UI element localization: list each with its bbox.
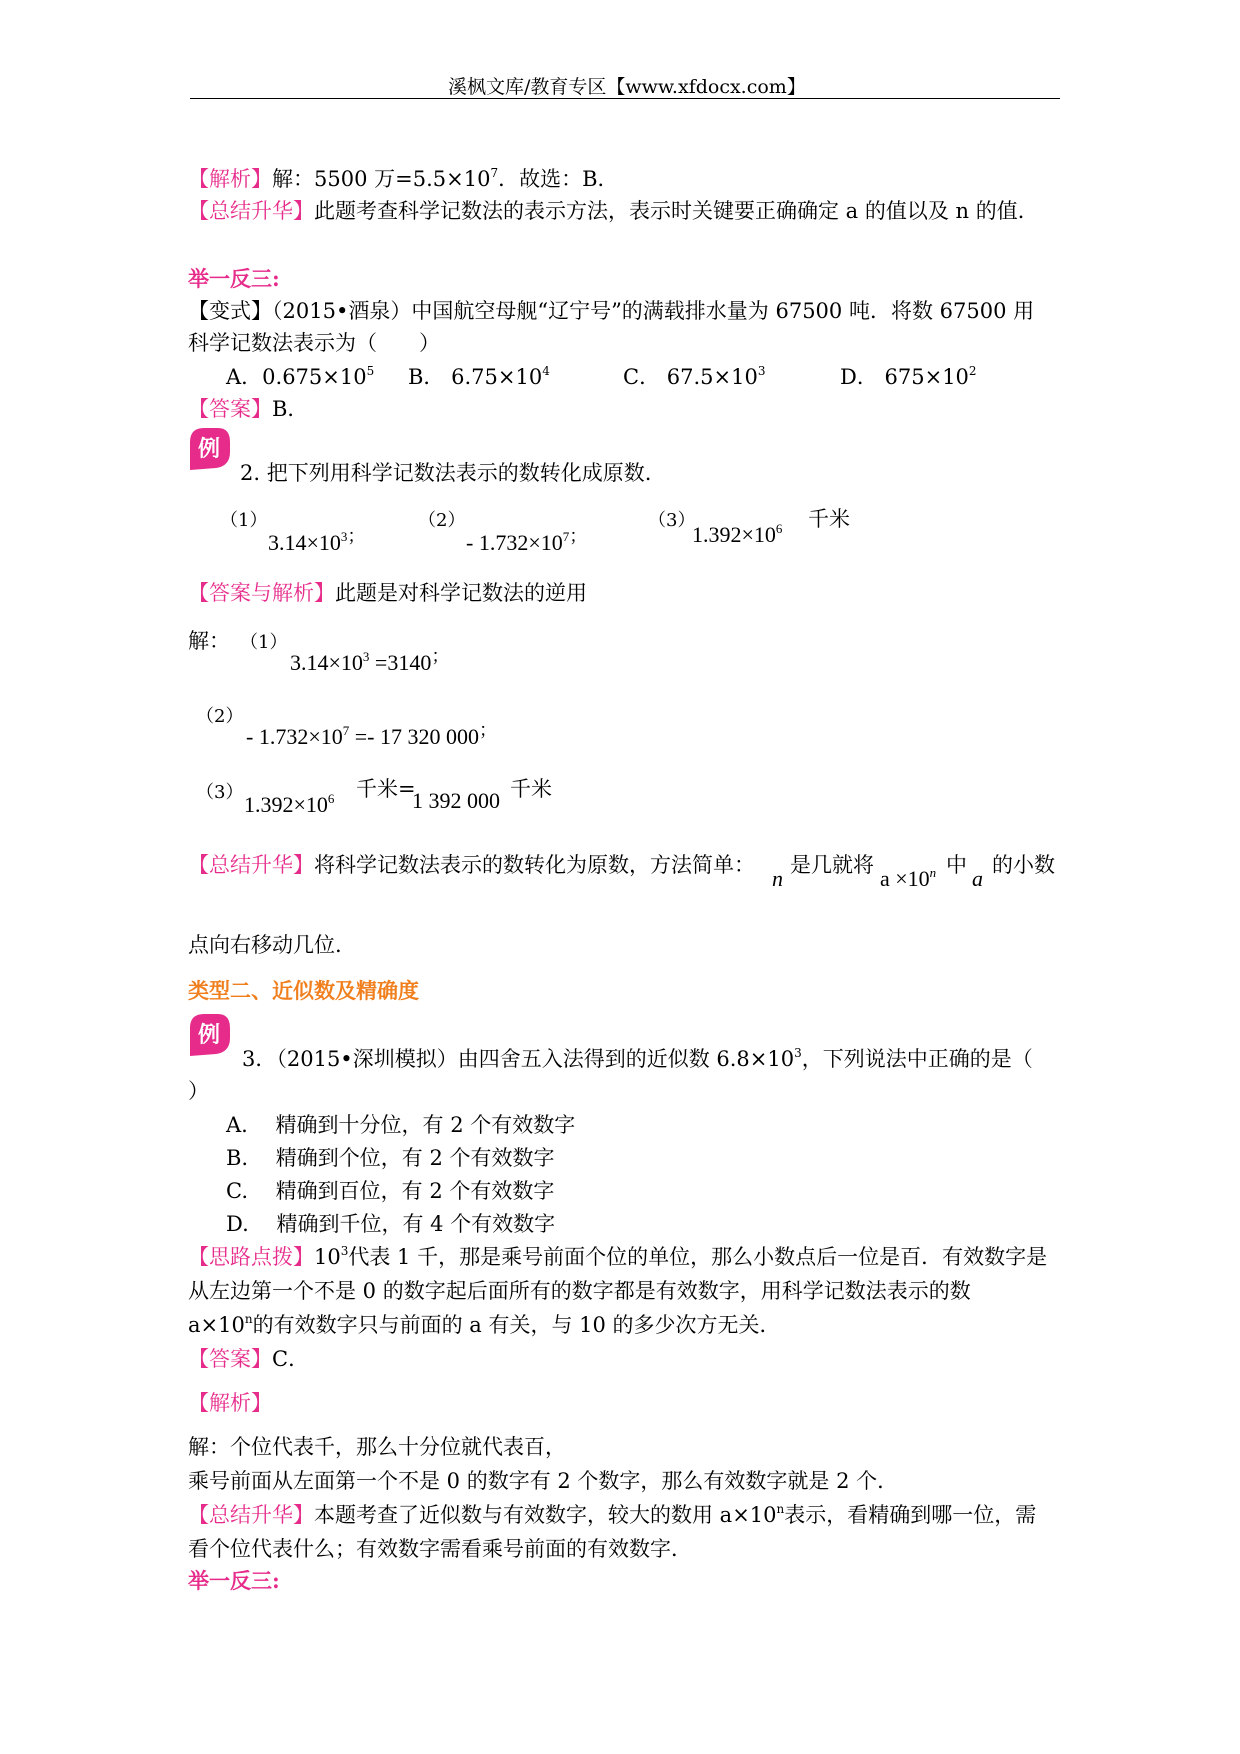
- ex3-summary-line2: 看个位代表什么；有效数字需看乘号前面的有效数字．: [188, 1537, 692, 1561]
- variant-option-a: A．$0.675\times 10^5$: [226, 364, 375, 389]
- answer-tag: 【答案】: [188, 397, 272, 421]
- ex2-summary-expr: $a \times 10^n$: [880, 865, 937, 891]
- ex2-summary-d: 的小数: [992, 853, 1055, 877]
- answer-analysis-tag: 【答案与解析】: [188, 581, 335, 605]
- variant-answer: [188, 394, 308, 424]
- ex2-item2-label: （2）: [418, 510, 466, 531]
- ex3-solution-line2: 乘号前面从左面第一个不是 0 的数字有 2 个数字，那么有效数字就是 2 个．: [188, 1469, 899, 1493]
- ex2-item3: $1.392\times 10^6$: [692, 521, 783, 547]
- summary-tag: 【总结升华】: [188, 853, 314, 877]
- variant2-heading: 举一反三:: [188, 1568, 280, 1593]
- ex2-solution-prefix: 解：: [188, 629, 230, 653]
- hint-tag: 【思路点拨】: [188, 1245, 314, 1269]
- ex2-summary-n: n: [772, 866, 783, 891]
- ex2-summary-a: a: [972, 866, 983, 891]
- ex2-summary-line1: 【总结升华】将科学记数法表示的数转化为原数，方法简单：: [188, 853, 755, 877]
- variant-option-d: D． $675\times 10^2$: [840, 364, 977, 389]
- example3-question-line2: ）: [188, 1079, 209, 1103]
- ex2-sol3-label: （3）: [196, 782, 244, 803]
- jiexi-line: [188, 164, 619, 194]
- example2-question: 2. 把下列用科学记数法表示的数转化成原数.: [240, 461, 652, 485]
- jiexi-exponent: 7: [490, 166, 499, 180]
- answer-analysis-text: 此题是对科学记数法的逆用: [335, 581, 587, 605]
- ex3-solution-line1: 解：个位代表千，那么十分位就代表百，: [188, 1435, 566, 1459]
- ex2-sol1: $3.14\times 10^3 =3140^;$: [290, 646, 450, 675]
- variant-option-b: B． $6.75\times 10^4$: [408, 364, 550, 389]
- ex3-option-d: D. 精确到千位，有 4 个有效数字: [226, 1212, 556, 1236]
- variant-option-c: C． $67.5\times 10^3$: [623, 364, 766, 389]
- variant-question-line2: 科学记数法表示为（ ）: [188, 331, 440, 355]
- svg-text:例: 例: [197, 437, 221, 462]
- answer-tag: 【答案】: [188, 1347, 272, 1371]
- page-header: 溪枫文库/教育专区【www.xfdocx.com】: [448, 76, 806, 98]
- example3-question: 3．（2015•深圳模拟）由四舍五入法得到的近似数 $6.8\times 10^3$，下列说法中正确的是（: [242, 1046, 1033, 1071]
- ex3-hint-line3: $a\times 10^n$的有效数字只与前面的 a 有关，与 10 的多少次方无关．: [188, 1312, 781, 1337]
- ex2-sol2-label: （2）: [196, 706, 244, 727]
- jiexi-text-end: ．故选：B．: [498, 167, 619, 191]
- summary-text: 此题考查科学记数法的表示方法，表示时关键要正确确定 a 的值以及 n 的值．: [314, 199, 1039, 223]
- ex3-answer: 【答案】C．: [188, 1347, 310, 1371]
- type2-heading: 类型二、近似数及精确度: [188, 978, 419, 1003]
- ex3-hint-line1: 【思路点拨】$10^3$代表 1 千，那是乘号前面个位的单位，那么小数点后一位是百．有效数字是: [188, 1244, 1048, 1269]
- header-divider: [190, 98, 1060, 99]
- ex3-jiexi-tag: 【解析】: [188, 1391, 272, 1415]
- ex2-summary-b: 是几就将: [790, 853, 874, 877]
- ex2-sol3-result: 1 392 000: [412, 788, 500, 813]
- answer-text: B．: [272, 397, 309, 421]
- ex3-summary-line1: 【总结升华】本题考查了近似数与有效数字，较大的数用 $a\times 10^n$表示，看精确到哪一位，需: [188, 1502, 1037, 1527]
- example-badge-icon: [186, 426, 232, 472]
- ex2-item1: $3.14\times 10^{3;}$: [268, 526, 366, 555]
- summary-line: [188, 196, 1039, 226]
- ex3-option-a: A. 精确到十分位，有 2 个有效数字: [226, 1113, 576, 1137]
- ex2-sol1-label: （1）: [240, 632, 288, 653]
- ex2-item3-label: （3）: [648, 510, 696, 531]
- jiexi-tag: 【解析】: [188, 167, 272, 191]
- ex3-option-c: C. 精确到百位，有 2 个有效数字: [226, 1179, 555, 1203]
- ex2-item1-label: （1）: [220, 510, 268, 531]
- ex2-sol3-unit2: 千米: [510, 777, 552, 801]
- example-badge-icon: [186, 1012, 232, 1058]
- ex2-item3-unit: 千米: [808, 507, 850, 531]
- ex2-sol2: - $1.732\times 10^7 =- 17$ 320 000；: [246, 720, 497, 749]
- variant-heading: 举一反三:: [188, 266, 280, 291]
- jiexi-text: 解：5500 万=5.5×10: [272, 167, 491, 191]
- summary-tag: 【总结升华】: [188, 1503, 314, 1527]
- ex2-summary-line2: 点向右移动几位.: [188, 933, 342, 957]
- ex2-summary-c: 中: [946, 853, 967, 877]
- ex3-option-b: B. 精确到个位，有 2 个有效数字: [226, 1146, 555, 1170]
- ex2-sol3-unit1: 千米=: [356, 777, 416, 801]
- ex2-item2: - $1.732\times 10^{7;}$: [466, 526, 588, 555]
- svg-text:例: 例: [197, 1023, 221, 1048]
- ex2-answer: [188, 578, 587, 608]
- summary-tag: 【总结升华】: [188, 199, 314, 223]
- variant-question-line1: 【变式】（2015•酒泉）中国航空母舰“辽宁号”的满载排水量为 67500 吨．将数 67500 用: [188, 299, 1035, 323]
- ex3-hint-line2: 从左边第一个不是 0 的数字起后面所有的数字都是有效数字，用科学记数法表示的数: [188, 1279, 971, 1303]
- ex2-sol3: $1.392\times 10^6$: [244, 791, 335, 817]
